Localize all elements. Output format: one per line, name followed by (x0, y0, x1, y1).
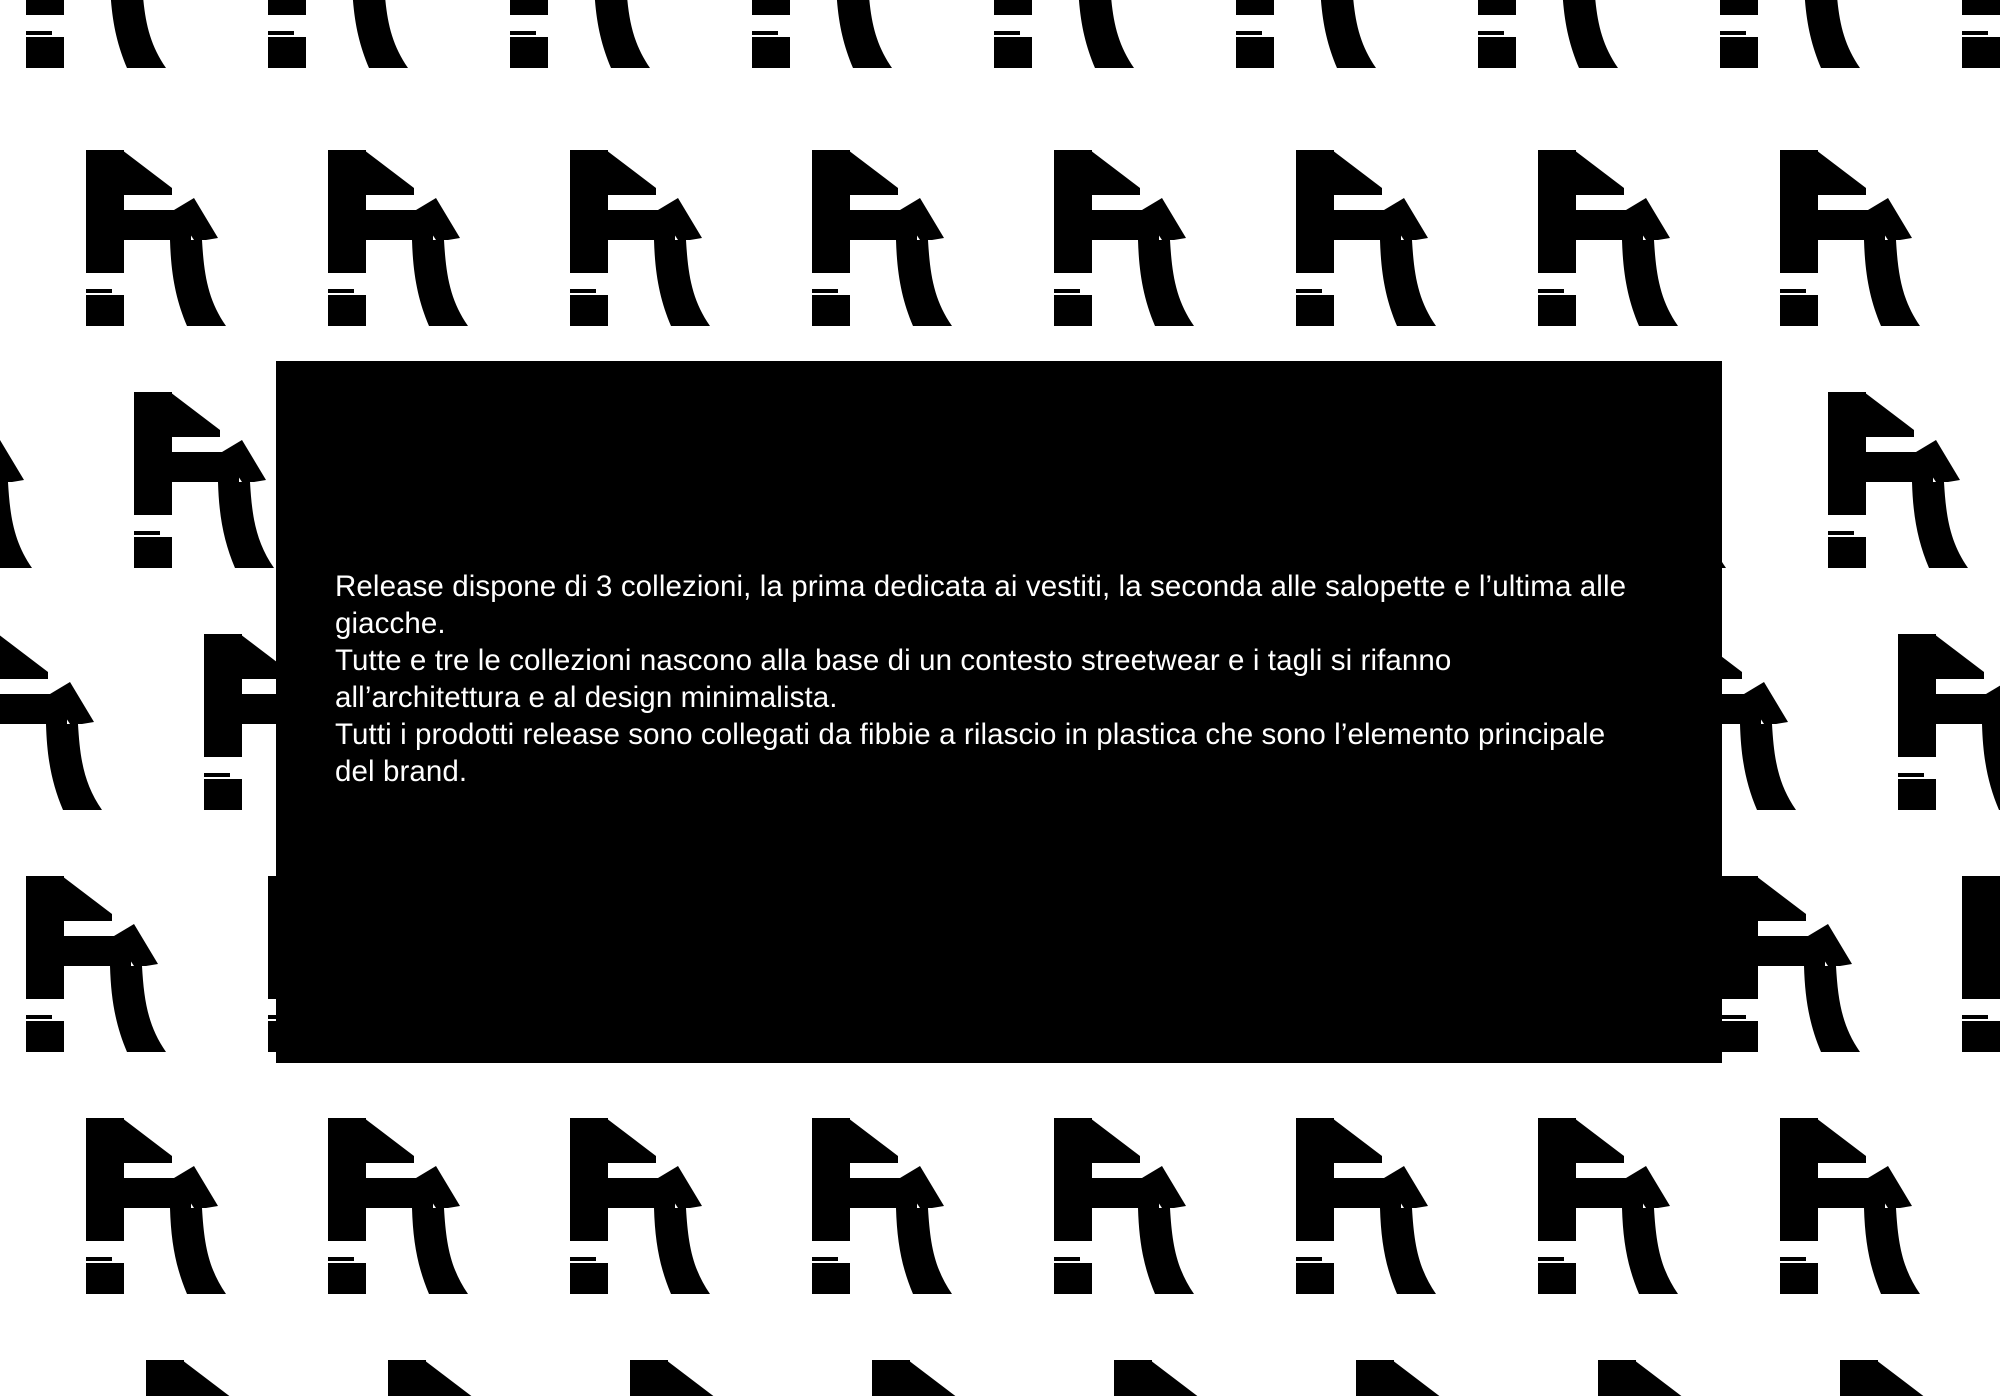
r-logo-icon (388, 1360, 528, 1396)
r-logo-icon (1720, 876, 1860, 1052)
r-logo-icon (1828, 392, 1968, 568)
r-logo-icon (1538, 1118, 1678, 1294)
r-logo-icon (1962, 0, 2000, 68)
r-logo-icon (1236, 0, 1376, 68)
r-logo-icon (1780, 150, 1920, 326)
paragraph-buckles: Tutti i prodotti release sono collegati da fibbie a rilascio in plastica che sono l’elemento principale del brand. (335, 718, 1606, 788)
r-logo-icon (146, 1360, 286, 1396)
r-logo-icon (328, 1118, 468, 1294)
r-logo-icon (86, 150, 226, 326)
r-logo-icon (812, 1118, 952, 1294)
paragraph-streetwear: Tutte e tre le collezioni nascono alla base di un contesto streetwear e i tagli si rifanno all’architettura e al design minimalista. (335, 644, 1452, 714)
r-logo-icon (812, 150, 952, 326)
r-logo-icon (1296, 1118, 1436, 1294)
r-logo-icon (1898, 634, 2000, 810)
r-logo-icon (570, 150, 710, 326)
r-logo-icon (268, 0, 408, 68)
r-logo-icon (1054, 1118, 1194, 1294)
r-logo-icon (26, 0, 166, 68)
r-logo-icon (1780, 1118, 1920, 1294)
r-logo-icon (630, 1360, 770, 1396)
r-logo-icon (1840, 1360, 1980, 1396)
r-logo-icon (1114, 1360, 1254, 1396)
r-logo-icon (86, 1118, 226, 1294)
text-panel (276, 361, 1722, 1063)
r-logo-icon (0, 392, 32, 568)
r-logo-icon (1356, 1360, 1496, 1396)
r-logo-icon (1478, 0, 1618, 68)
r-logo-icon (0, 634, 102, 810)
r-logo-icon (1296, 150, 1436, 326)
r-logo-icon (1598, 1360, 1738, 1396)
r-logo-icon (570, 1118, 710, 1294)
r-logo-icon (872, 1360, 1012, 1396)
r-logo-icon (1538, 150, 1678, 326)
r-logo-icon (994, 0, 1134, 68)
r-logo-icon (752, 0, 892, 68)
r-logo-icon (1054, 150, 1194, 326)
paragraph-collections: Release dispone di 3 collezioni, la prima dedicata ai vestiti, la seconda alle salopette e l’ultima alle giacche. (335, 570, 1627, 640)
r-logo-icon (134, 392, 274, 568)
r-logo-icon (510, 0, 650, 68)
r-logo-icon (1720, 0, 1860, 68)
r-logo-icon (328, 150, 468, 326)
r-logo-icon (26, 876, 166, 1052)
r-logo-icon (1962, 876, 2000, 1052)
